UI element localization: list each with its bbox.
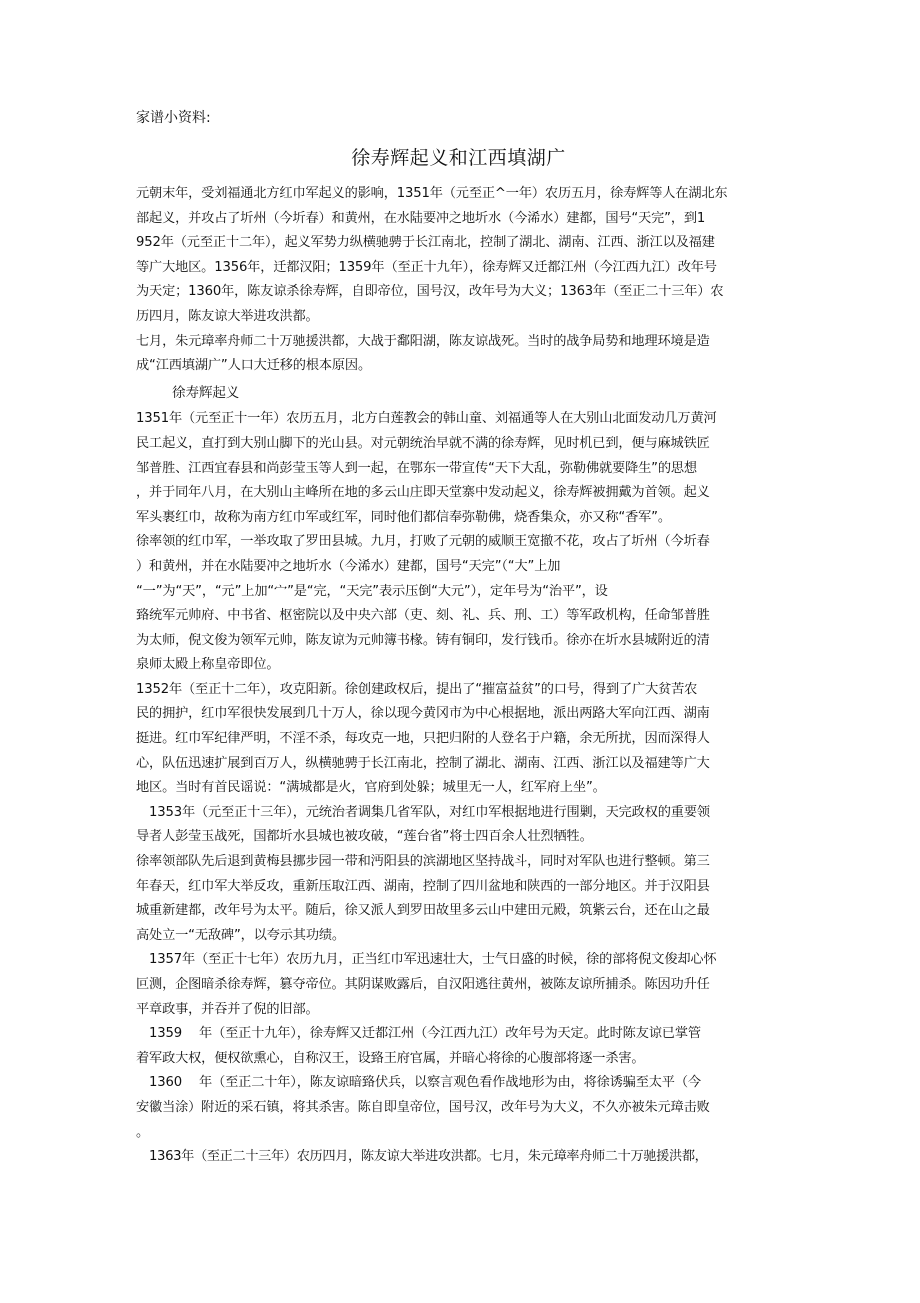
- text-line: 军头裹红巾，故称为南方红巾军或红军，同时他们都信奉弥勒佛，烧香集众，亦又称“香军”。: [136, 509, 671, 525]
- text-line: 民工起义，直打到大别山脚下的光山县。对元朝统治早就不满的徐寿辉，见时机已到，便与麻城铁匠: [136, 435, 710, 451]
- text-line: 等广大地区。1356年，迁都汉阳；1359年（至正十九年），徐寿辉又迁都江州（今江西九江）改年号: [136, 259, 717, 275]
- text-line: 1359 年（至正十九年），徐寿辉又迁都江州（今江西九江）改年号为天定。此时陈友谅已掌管: [149, 1026, 701, 1042]
- text-line: 成“江西填湖广”人口大迁移的根本原因。: [136, 358, 372, 374]
- text-line: 叵测，企图暗杀徐寿辉，篡夺帝位。其阴谋败露后，自汉阳逃往黄州，被陈友谅所捕杀。陈因功升任: [136, 977, 710, 992]
- text-line: 导者人彭莹玉战死，国都圻水县城也被攻破，“莲台省”将士四百余人壮烈牺牲。: [136, 829, 593, 845]
- text-line: 邹普胜、江西宜春县和尚彭莹玉等人到一起，在鄂东一带宣传“天下大乱，弥勒佛就要降生”的思想: [136, 460, 697, 476]
- text-line: 部起义，并攻占了圻州（今圻春）和黄州，在水陆要冲之地圻水（今浠水）建都，国号“天完”，到1: [136, 210, 706, 226]
- text-line: 七月，朱元璋率舟师二十万驰援洪都，大战于鄱阳湖，陈友谅战死。当时的战争局势和地理环境是造: [136, 333, 710, 349]
- text-line: 平章政事，并吞并了倪的旧部。: [136, 1001, 319, 1017]
- text-line: 1352年（至正十二年），攻克阳新。徐创建政权后，提出了“摧富益贫”的口号，得到了广大贫苦农: [136, 681, 698, 697]
- text-line: 。: [136, 1124, 150, 1140]
- text-line: 1360 年（至正二十年），陈友谅暗臵伏兵，以察言观色看作战地形为由，将徐诱骗至太平（今: [149, 1075, 701, 1091]
- text-line: 1353年（元至正十三年），元统治者调集几省军队，对红巾军根据地进行围剿，天完政权的重要领: [149, 804, 710, 820]
- text-line: 着军政大权，便权欲熏心，自称汉王，设臵王府官属，并暗心将徐的心腹部将逐一杀害。: [136, 1050, 645, 1066]
- text-line: 地区。当时有首民谣说：“满城都是火，官府到处躲；城里无一人，红军府上坐”。: [136, 780, 606, 796]
- text-line: ）和黄州，并在水陆要冲之地圻水（今浠水）建都，国号“天完”（“大”上加: [136, 558, 561, 574]
- text-line: 臵统军元帅府、中书省、枢密院以及中央六部（吏、刻、礼、兵、刑、工）等军政机构，任命邹普胜: [136, 608, 710, 624]
- document-page: [136, 108, 781, 1170]
- text-line: 高处立一“无敌碑”，以夸示其功绩。: [136, 927, 345, 943]
- text-line: “一”为“天”，“元”上加“宀”是“完，“天完”表示压倒“大元”），定年号为“治平”，设: [136, 583, 608, 599]
- text-line: 心，队伍迅速扩展到百万人，纵横驰骋于长江南北，控制了湖北、湖南、江西、浙江以及福建等广大: [136, 755, 710, 771]
- text-line: 民的拥护，红巾军很快发展到几十万人，徐以现今黄冈市为中心根据地，派出两路大军向江西、湖南: [136, 706, 710, 722]
- text-line: 安徽当涂）附近的采石镇，将其杀害。陈自即皇帝位，国号汉，改年号为大义，不久亦被朱元璋击败: [136, 1099, 710, 1115]
- text-line: 泉师太殿上称皇帝即位。: [136, 657, 280, 673]
- section-heading: 徐寿辉起义: [172, 384, 240, 401]
- text-line: 1357年（至正十七年）农历九月，正当红巾军迅速壮大，士气日盛的时候，徐的部将倪文俊却心怀: [149, 952, 717, 968]
- text-line: 为天定；1360年，陈友谅杀徐寿辉，自即帝位，国号汉，改年号为大义；1363年（至正二十三年）农: [136, 284, 724, 300]
- text-line: 挺进。红巾军纪律严明，不淫不杀，每攻克一地，只把归附的人登名于户籍，余无所扰，因而深得人: [136, 731, 710, 747]
- text-line: 徐率领部队先后退到黄梅县挪步园一带和沔阳县的滨湖地区坚持战斗，同时对军队也进行整顿。第三: [136, 854, 710, 870]
- text-line: 1363年（至正二十三年）农历四月，陈友谅大举进攻洪都。七月，朱元璋率舟师二十万驰援洪都，: [149, 1149, 708, 1165]
- text-line: 城重新建都，改年号为太平。随后，徐又派人到罗田故里多云山中建田元殿，筑紫云台，还在山之最: [136, 903, 710, 919]
- text-line: 徐率领的红巾军，一举攻取了罗田县城。九月，打败了元朝的威顺王宽撤不花，攻占了圻州（今圻春: [136, 534, 710, 550]
- text-line: 1351年（元至正十一年）农历五月，北方白莲教会的韩山童、刘福通等人在大别山北面发动几万黄河: [136, 411, 717, 427]
- text-line: ，并于同年八月，在大别山主峰所在地的多云山庄即天堂寨中发动起义，徐寿辉被拥戴为首领。起义: [136, 485, 710, 501]
- header-note: 家谱小资料:: [136, 110, 211, 126]
- text-line: 年春天，红巾军大举反攻，重新压取江西、湖南，控制了四川盆地和陕西的一部分地区。并于汉阳县: [136, 878, 710, 894]
- text-line: 952年（元至正十二年），起义军势力纵横驰骋于长江南北，控制了湖北、湖南、江西、浙江以及福建: [136, 235, 715, 251]
- text-line: 元朝末年，受刘福通北方红巾军起义的影响，1351年（元至正^一年）农历五月，徐寿辉等人在湖北东: [136, 186, 728, 201]
- text-line: 历四月，陈友谅大举进攻洪都。: [136, 308, 319, 324]
- document-title: 徐寿辉起义和江西填湖广: [351, 147, 566, 169]
- text-line: 为太师，倪文俊为领军元帅，陈友谅为元帅簿书椽。铸有铜印，发行钱币。徐亦在圻水县城附近的清: [136, 632, 710, 648]
